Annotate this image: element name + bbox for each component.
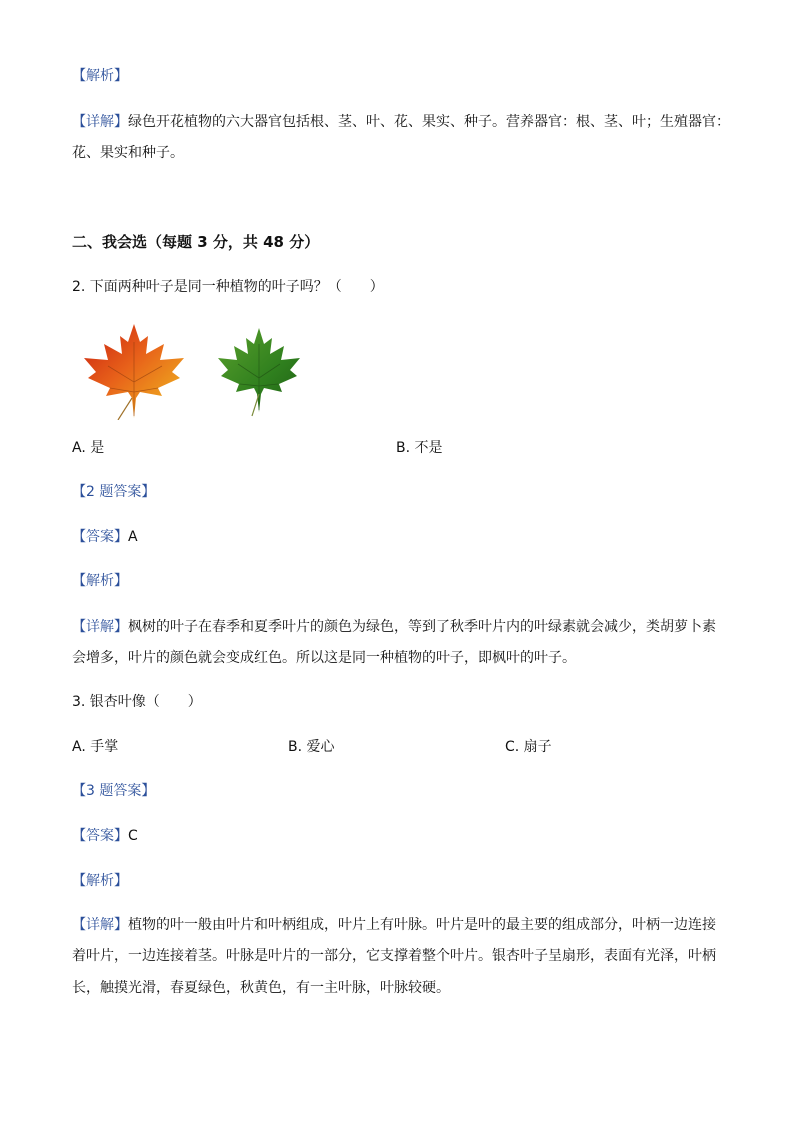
maple-leaf-green-image: [214, 326, 304, 418]
q1-detail-line-2: 花、果实和种子。: [72, 145, 184, 161]
q2-question: 2. 下面两种叶子是同一种植物的叶子吗？（ ）: [72, 279, 384, 295]
q3-analysis-label: 【解析】: [72, 873, 128, 889]
q3-option-a: A. 手掌: [72, 739, 119, 755]
q2-analysis-label: 【解析】: [72, 573, 128, 589]
q3-answer-value: C: [128, 828, 138, 844]
q2-detail-line-2: 会增多，叶片的颜色就会变成红色。所以这是同一种植物的叶子，即枫叶的叶子。: [72, 650, 576, 666]
q2-detail-text-1: 枫树的叶子在春季和夏季叶片的颜色为绿色，等到了秋季叶片内的叶绿素就会减少，类胡萝卜素: [128, 619, 716, 635]
section-title: 二、我会选（每题 3 分，共 48 分）: [72, 233, 320, 251]
q3-detail-line-3: 长，触摸光滑，春夏绿色，秋黄色，有一主叶脉，叶脉较硬。: [72, 980, 450, 996]
q1-detail-text-1: 绿色开花植物的六大器官包括根、茎、叶、花、果实、种子。营养器官：根、茎、叶；生殖器官：: [128, 114, 730, 130]
q3-question: 3. 银杏叶像（ ）: [72, 694, 202, 710]
q3-option-b: B. 爱心: [288, 739, 335, 755]
q3-answer-heading: 【3 题答案】: [72, 783, 156, 799]
q3-detail-line-1: [72, 915, 716, 935]
maple-leaf-autumn-image: [80, 322, 188, 420]
q2-answer: [72, 527, 138, 547]
q1-detail-line-1: [72, 112, 730, 132]
q3-option-c: C. 扇子: [505, 739, 552, 755]
q3-detail-text-1: 植物的叶一般由叶片和叶柄组成，叶片上有叶脉。叶片是叶的最主要的组成部分，叶柄一边连接: [128, 917, 716, 933]
q2-option-a: A. 是: [72, 440, 105, 456]
q2-answer-value: A: [128, 529, 138, 545]
q3-answer: [72, 826, 138, 846]
q1-detail-label: 【详解】: [72, 114, 128, 130]
q2-detail-line-1: [72, 617, 716, 637]
q2-answer-heading: 【2 题答案】: [72, 484, 156, 500]
q2-option-b: B. 不是: [396, 440, 443, 456]
q2-detail-label: 【详解】: [72, 619, 128, 635]
q1-analysis-label: 【解析】: [72, 68, 128, 84]
q3-detail-label: 【详解】: [72, 917, 128, 933]
q3-detail-line-2: 着叶片，一边连接着茎。叶脉是叶片的一部分，它支撑着整个叶片。银杏叶子呈扇形，表面有光泽，叶柄: [72, 948, 716, 964]
q3-answer-label: 【答案】: [72, 828, 128, 844]
q2-answer-label: 【答案】: [72, 529, 128, 545]
